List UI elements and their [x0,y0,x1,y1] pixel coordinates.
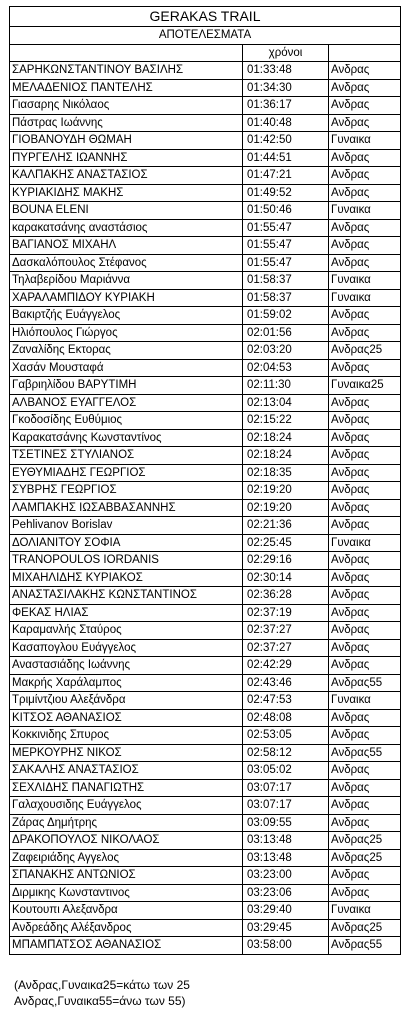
category: Ανδρας [329,447,401,465]
finish-time: 02:37:27 [243,622,329,640]
runner-name: ΦΕΚΑΣ ΗΛΙΑΣ [10,604,243,622]
table-row [10,272,401,290]
table-row [10,394,401,412]
runner-name: ΤΣΕΤΙΝΕΣ ΣΤΥΛΙΑΝΟΣ [10,447,243,465]
finish-time: 01:55:47 [243,219,329,237]
runner-name: Γκοδοσίδης Ευθύμιος [10,412,243,430]
table-row [10,762,401,780]
table-row [10,132,401,150]
results-sheet [9,6,400,955]
finish-time: 03:23:00 [243,867,329,885]
runner-name: Μακρής Χαράλαμπος [10,674,243,692]
category: Ανδρας [329,114,401,132]
runner-name: ΚΑΛΠΑΚΗΣ ΑΝΑΣΤΑΣΙΟΣ [10,167,243,185]
runner-name: ΜΙΧΑΗΛΙΔΗΣ ΚΥΡΙΑΚΟΣ [10,569,243,587]
category: Ανδρας25 [329,342,401,360]
category: Ανδρας [329,517,401,535]
table-row [10,744,401,762]
table-row [10,254,401,272]
category: Γυναικα25 [329,377,401,395]
runner-name: ΜΕΡΚΟΥΡΗΣ ΝΙΚΟΣ [10,744,243,762]
runner-name: ΜΠΑΜΠΑΤΣΟΣ ΑΘΑΝΑΣΙΟΣ [10,937,243,955]
table-row [10,237,401,255]
category: Γυναικα [329,132,401,150]
finish-time: 01:40:48 [243,114,329,132]
finish-time: 02:03:20 [243,342,329,360]
finish-time: 02:48:08 [243,709,329,727]
table-row [10,727,401,745]
category: Γυναικα [329,534,401,552]
category: Γυναικα [329,202,401,220]
finish-time: 02:58:12 [243,744,329,762]
runner-name: ΓΙΟΒΑΝΟΥΔΗ ΘΩΜΑΗ [10,132,243,150]
table-row [10,412,401,430]
finish-time: 01:55:47 [243,254,329,272]
category: Ανδρας [329,62,401,80]
runner-name: Ζάρας Δημήτρης [10,814,243,832]
runner-name: Κουτουπι Αλεξανδρα [10,902,243,920]
finish-time: 03:29:45 [243,919,329,937]
runner-name: ΣΥΒΡΗΣ ΓΕΩΡΓΙΟΣ [10,482,243,500]
finish-time: 02:15:22 [243,412,329,430]
category: Ανδρας [329,324,401,342]
runner-name: Ανδρεάδης Αλέξανδρος [10,919,243,937]
runner-name: ΧΑΡΑΛΑΜΠΙΔΟΥ ΚΥΡΙΑΚΗ [10,289,243,307]
table-row [10,377,401,395]
runner-name: Διρμικης Κωνσταντινος [10,884,243,902]
table-row [10,919,401,937]
table-row [10,902,401,920]
table-row [10,867,401,885]
runner-name: ΣΠΑΝΑΚΗΣ ΑΝΤΩΝΙΟΣ [10,867,243,885]
category: Ανδρας25 [329,832,401,850]
table-row [10,517,401,535]
table-row [10,657,401,675]
runner-name: Pehlivanov Borislav [10,517,243,535]
table-row [10,674,401,692]
finish-time: 02:19:20 [243,499,329,517]
table-row [10,97,401,115]
finish-time: 02:01:56 [243,324,329,342]
runner-name: ΣΑΡΗΚΩΝΣΤΑΝΤΙΝΟΥ ΒΑΣΙΛΗΣ [10,62,243,80]
category: Ανδρας [329,639,401,657]
finish-time: 02:37:19 [243,604,329,622]
table-row [10,359,401,377]
runner-name: Ηλιόπουλος Γιώργος [10,324,243,342]
runner-name: Ζαφειριάδης Αγγελος [10,849,243,867]
category: Ανδρας [329,464,401,482]
category: Γυναικα [329,692,401,710]
runner-name: Χασάν Μουσταφά [10,359,243,377]
finish-time: 01:59:02 [243,307,329,325]
category: Ανδρας25 [329,849,401,867]
category: Γυναικα [329,902,401,920]
finish-time: 03:05:02 [243,762,329,780]
name-column-header [10,44,243,62]
finish-time: 01:36:17 [243,97,329,115]
finish-time: 03:29:40 [243,902,329,920]
table-row [10,639,401,657]
runner-name: Καραμανλής Σταύρος [10,622,243,640]
runner-name: ΔΡΑΚΟΠΟΥΛΟΣ ΝΙΚΟΛΑΟΣ [10,832,243,850]
runner-name: Καρακατσάνης Κωνσταντίνος [10,429,243,447]
finish-time: 02:43:46 [243,674,329,692]
finish-time: 01:58:37 [243,289,329,307]
time-column-header: χρόνοι [243,44,329,62]
category-legend [14,977,190,1009]
table-row [10,779,401,797]
table-row [10,569,401,587]
runner-name: Δασκαλόπουλος Στέφανος [10,254,243,272]
table-row [10,814,401,832]
table-row [10,324,401,342]
finish-time: 02:04:53 [243,359,329,377]
runner-name: ΜΕΛΑΔΕΝΙΟΣ ΠΑΝΤΕΛΗΣ [10,79,243,97]
finish-time: 01:42:50 [243,132,329,150]
finish-time: 03:07:17 [243,797,329,815]
category: Ανδρας [329,219,401,237]
runner-name: ΠΥΡΓΕΛΗΣ ΙΩΑΝΝΗΣ [10,149,243,167]
table-row [10,429,401,447]
finish-time: 03:07:17 [243,779,329,797]
subtitle-row [10,27,401,45]
finish-time: 02:13:04 [243,394,329,412]
category: Ανδρας [329,814,401,832]
category: Γυναικα [329,289,401,307]
category: Ανδρας [329,307,401,325]
runner-name: Κασαπογλου Ευάγγελος [10,639,243,657]
runner-name: Πάστρας Ιωάννης [10,114,243,132]
table-row [10,832,401,850]
runner-name: Βακιρτζής Ευάγγελος [10,307,243,325]
category: Ανδρας [329,709,401,727]
finish-time: 02:18:24 [243,447,329,465]
category: Ανδρας55 [329,937,401,955]
finish-time: 02:37:27 [243,639,329,657]
table-row [10,184,401,202]
runner-name: ΔΟΛΙΑΝΙΤΟΥ ΣΟΦΙΑ [10,534,243,552]
runner-name: Γαλαχουσιδης Ευάγγελος [10,797,243,815]
category: Ανδρας [329,867,401,885]
runner-name: Ζαναλίδης Εκτορας [10,342,243,360]
runner-name: ΑΛΒΑΝΟΣ ΕΥΑΓΓΕΛΟΣ [10,394,243,412]
table-row [10,447,401,465]
finish-time: 03:58:00 [243,937,329,955]
table-row [10,464,401,482]
runner-name: ΣΑΚΑΛΗΣ ΑΝΑΣΤΑΣΙΟΣ [10,762,243,780]
finish-time: 01:47:21 [243,167,329,185]
category: Ανδρας55 [329,674,401,692]
category: Ανδρας [329,412,401,430]
finish-time: 02:53:05 [243,727,329,745]
category: Ανδρας [329,97,401,115]
runner-name: ΚΙΤΣΟΣ ΑΘΑΝΑΣΙΟΣ [10,709,243,727]
results-subtitle: ΑΠΟΤΕΛΕΣΜΑΤΑ [10,27,401,45]
finish-time: 02:18:35 [243,464,329,482]
table-row [10,552,401,570]
category: Ανδρας [329,884,401,902]
title-row [10,7,401,27]
category: Ανδρας [329,657,401,675]
legend-line-over-55: Ανδρας,Γυναικα55=άνω των 55) [14,994,186,1008]
finish-time: 02:36:28 [243,587,329,605]
finish-time: 02:29:16 [243,552,329,570]
finish-time: 02:11:30 [243,377,329,395]
table-row [10,622,401,640]
table-row [10,534,401,552]
finish-time: 02:42:29 [243,657,329,675]
table-row [10,604,401,622]
category: Ανδρας [329,604,401,622]
category: Ανδρας [329,762,401,780]
table-row [10,849,401,867]
category: Γυναικα [329,272,401,290]
legend-line-under-25: (Ανδρας,Γυναικα25=κάτω των 25 [14,978,190,992]
runner-name: ΕΥΘΥΜΙΑΔΗΣ ΓΕΩΡΓΙΟΣ [10,464,243,482]
finish-time: 01:49:52 [243,184,329,202]
finish-time: 01:33:48 [243,62,329,80]
runner-name: BOUNA ELENI [10,202,243,220]
category: Ανδρας [329,149,401,167]
finish-time: 01:44:51 [243,149,329,167]
event-title: GERAKAS TRAIL [10,7,401,27]
runner-name: ΒΑΓΙΑΝΟΣ ΜΙΧΑΗΛ [10,237,243,255]
finish-time: 02:47:53 [243,692,329,710]
table-row [10,692,401,710]
table-row [10,289,401,307]
category: Ανδρας [329,482,401,500]
finish-time: 03:23:06 [243,884,329,902]
runner-name: Κοκκινιδης Σπυρος [10,727,243,745]
table-row [10,937,401,955]
category: Ανδρας55 [329,744,401,762]
table-row [10,709,401,727]
finish-time: 01:34:30 [243,79,329,97]
table-row [10,884,401,902]
category: Ανδρας [329,779,401,797]
runner-name: ΑΝΑΣΤΑΣΙΛΑΚΗΣ ΚΩΝΣΤΑΝΤΙΝΟΣ [10,587,243,605]
runner-name: ΣΕΧΛΙΔΗΣ ΠΑΝΑΓΙΩΤΗΣ [10,779,243,797]
category: Ανδρας [329,254,401,272]
runner-name: καρακατσάνης αναστάσιος [10,219,243,237]
runner-name: Τριμίντζιου Αλεξάνδρα [10,692,243,710]
category: Ανδρας [329,394,401,412]
category: Ανδρας [329,587,401,605]
category: Ανδρας [329,184,401,202]
category: Ανδρας [329,552,401,570]
category: Ανδρας25 [329,919,401,937]
table-row [10,342,401,360]
category: Ανδρας [329,359,401,377]
table-row [10,114,401,132]
table-row [10,219,401,237]
category: Ανδρας [329,429,401,447]
category: Ανδρας [329,79,401,97]
category: Ανδρας [329,622,401,640]
table-row [10,499,401,517]
results-table [9,6,401,955]
table-row [10,482,401,500]
finish-time: 03:13:48 [243,832,329,850]
table-row [10,149,401,167]
category: Ανδρας [329,167,401,185]
finish-time: 02:19:20 [243,482,329,500]
finish-time: 02:30:14 [243,569,329,587]
finish-time: 03:09:55 [243,814,329,832]
runner-name: Γιασαρης Νικόλαος [10,97,243,115]
runner-name: ΚΥΡΙΑΚΙΔΗΣ ΜΑΚΗΣ [10,184,243,202]
finish-time: 03:13:48 [243,849,329,867]
table-row [10,587,401,605]
category: Ανδρας [329,499,401,517]
runner-name: TRANOPOULOS IORDANIS [10,552,243,570]
finish-time: 01:50:46 [243,202,329,220]
runner-name: ΛΑΜΠΑΚΗΣ ΙΩΣΑΒΒΑΣΑΝΝΗΣ [10,499,243,517]
category-column-header [329,44,401,62]
table-row [10,167,401,185]
runner-name: Τηλαβερίδου Μαριάννα [10,272,243,290]
runner-name: Γαβριηλίδου ΒΑΡΥΤΙΜΗ [10,377,243,395]
finish-time: 01:58:37 [243,272,329,290]
category: Ανδρας [329,237,401,255]
finish-time: 01:55:47 [243,237,329,255]
finish-time: 02:25:45 [243,534,329,552]
table-row [10,79,401,97]
table-row [10,307,401,325]
category: Ανδρας [329,569,401,587]
runner-name: Αναστασιάδης Ιωάννης [10,657,243,675]
finish-time: 02:18:24 [243,429,329,447]
category: Ανδρας [329,797,401,815]
column-header-row [10,44,401,62]
finish-time: 02:21:36 [243,517,329,535]
table-row [10,202,401,220]
table-row [10,797,401,815]
table-row [10,62,401,80]
category: Ανδρας [329,727,401,745]
